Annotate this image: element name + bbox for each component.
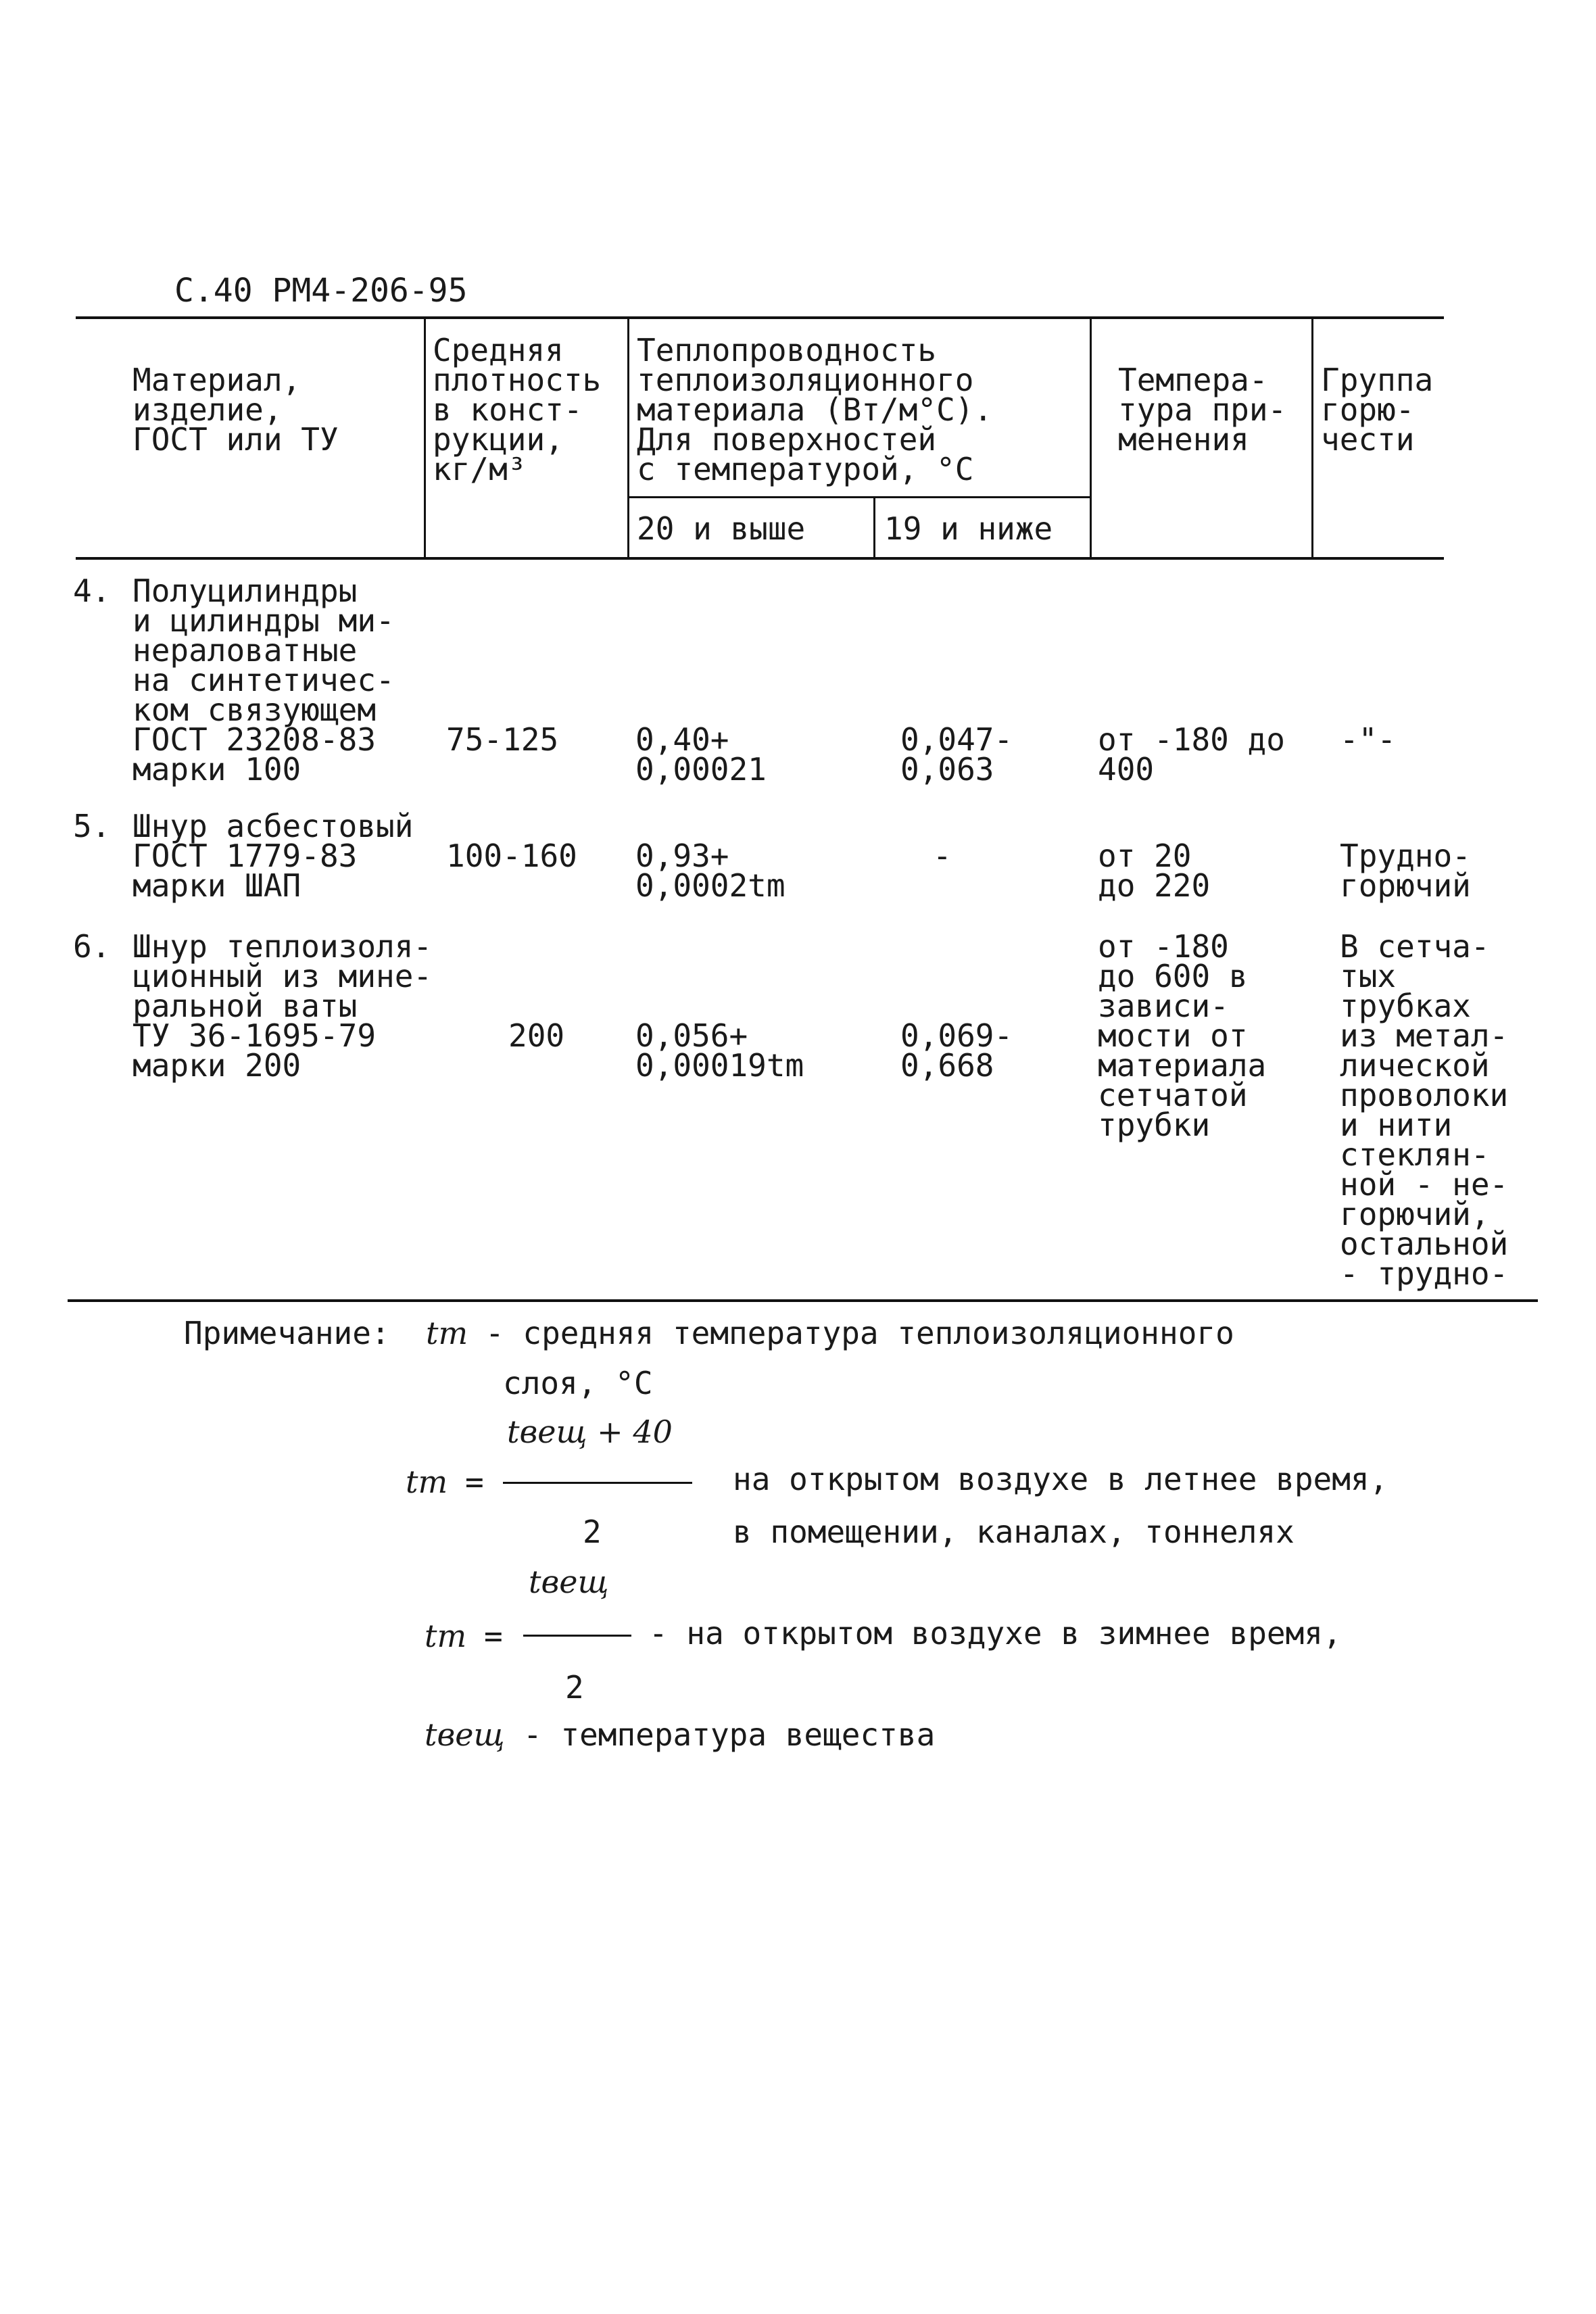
note-tm-symbol: tm [426, 1315, 468, 1351]
header-sub-below: 19 и ниже [884, 510, 1053, 547]
row-number: 4. [73, 573, 111, 609]
formula2-fraction-bar [523, 1635, 631, 1637]
row-below: 0,069- 0,668 [900, 1017, 1013, 1084]
formula1-fraction-bar [503, 1482, 692, 1484]
row-material: Полуцилиндры и цилиндры ми- нераловатные на синтетичес- ком связующем ГОСТ 23208-83 марки 100 [132, 573, 395, 788]
note-label: Примечание: [184, 1315, 390, 1351]
row-above: 0,93+ 0,0002tm [635, 838, 785, 904]
row-density: 200 [508, 1017, 565, 1054]
header-flammability: Группа горю- чести [1321, 362, 1434, 458]
row-temperature: от 20 до 220 [1098, 838, 1211, 904]
row-flammability: -"- [1340, 721, 1397, 758]
row-material: Шнур теплоизоля- ционный из мине- ральной ваты ТУ 36-1695-79 марки 200 [132, 928, 433, 1084]
row-flammability: В сетча- тых трубках из метал- лической проволоки и нити стеклян- ной - не- горючий, остальной - трудно- [1340, 928, 1509, 1292]
row-material: Шнур асбестовый ГОСТ 1779-83 марки ШАП [132, 808, 414, 904]
formula2-numerator: tвещ [529, 1564, 609, 1600]
formula2-eq: = [484, 1618, 503, 1654]
header-density: Средняя плотность в конст- рукции, кг/м³ [433, 332, 602, 487]
formula1-eq: = [465, 1464, 484, 1500]
row-number: 6. [73, 928, 111, 965]
formula1-text2: в помещении, каналах, тоннелях [733, 1514, 1295, 1550]
col-divider-sub [873, 496, 875, 558]
page-header: С.40 РМ4-206-95 [174, 272, 468, 310]
formula1-tm: tm [406, 1464, 448, 1500]
row-above: 0,056+ 0,00019tm [635, 1017, 804, 1084]
table-top-rule [76, 316, 1444, 319]
row-density: 100-160 [446, 838, 577, 874]
formula2-tm: tm [425, 1618, 467, 1654]
tvesh-definition: - температура вещества [523, 1716, 936, 1753]
col-divider-4 [1311, 316, 1313, 558]
col-divider-1 [424, 316, 426, 558]
row-flammability: Трудно- горючий [1340, 838, 1471, 904]
row-density: 75-125 [446, 721, 559, 758]
formula2-denominator: 2 [565, 1669, 584, 1706]
header-bottom-rule [76, 557, 1444, 560]
row-temperature: от -180 до 400 [1098, 721, 1285, 788]
col-divider-2 [627, 316, 629, 558]
formula1-numerator: tвещ + 40 [507, 1414, 673, 1450]
header-temperature: Темпера- тура при- менения [1118, 362, 1287, 458]
row-below: - [933, 838, 952, 874]
formula1-denominator: 2 [583, 1514, 602, 1550]
col-divider-3 [1090, 316, 1092, 558]
header-material: Материал, изделие, ГОСТ или ТУ [132, 362, 339, 458]
tvesh-symbol: tвещ [425, 1716, 505, 1753]
header-conductivity: Теплопроводность теплоизоляционного материала (Вт/м°С). Для поверхностей с температурой, °С [637, 332, 993, 487]
formula1-text1: на открытом воздухе в летнее время, [733, 1461, 1388, 1497]
row-temperature: от -180 до 600 в зависи- мости от материала сетчатой трубки [1098, 928, 1267, 1143]
table-bottom-rule [68, 1299, 1538, 1302]
row-below: 0,047- 0,063 [900, 721, 1013, 788]
note-line1: - средняя температура теплоизоляционного [485, 1315, 1234, 1351]
formula2-text: - на открытом воздухе в зимнее время, [649, 1615, 1342, 1652]
header-sub-above: 20 и выше [637, 510, 806, 547]
subheader-rule [627, 496, 1091, 498]
row-above: 0,40+ 0,00021 [635, 721, 767, 788]
row-number: 5. [73, 808, 111, 844]
note-line2: слоя, °С [503, 1365, 653, 1401]
